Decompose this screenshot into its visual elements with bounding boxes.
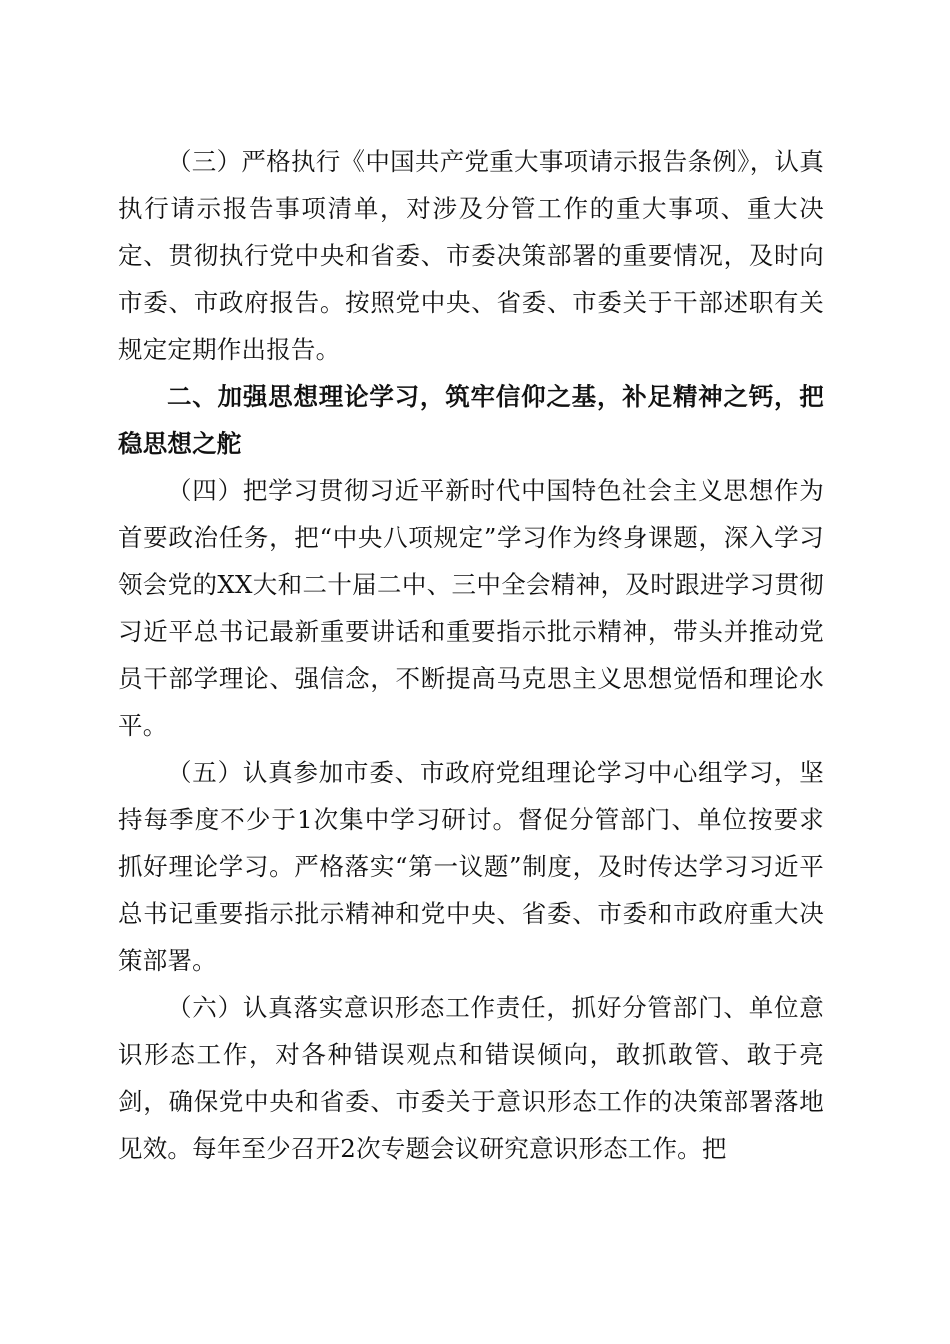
paragraph-4: （四）把学习贯彻习近平新时代中国特色社会主义思想作为首要政治任务，把“中央八项规定”学习作为终身课题，深入学习领会党的XX大和二十届二中、三中全会精神，及时跟进学习贯彻习近平总书记最新重要讲话和重要指示批示精神，带头并推动党员干部学理论、强信念，不断提高马克思主义思想觉悟和理论水平。	[118, 476, 824, 740]
section-heading-2: 二、加强思想理论学习，筑牢信仰之基，补足精神之钙，把稳思想之舵	[118, 382, 824, 458]
document-body	[118, 138, 824, 1172]
paragraph-5: （五）认真参加市委、市政府党组理论学习中心组学习，坚持每季度不少于1次集中学习研讨。督促分管部门、单位按要求抓好理论学习。严格落实“第一议题”制度，及时传达学习习近平总书记重要指示批示精神和党中央、省委、市委和市政府重大决策部署。	[118, 758, 824, 975]
paragraph-3: （三）严格执行《中国共产党重大事项请示报告条例》，认真执行请示报告事项清单，对涉及分管工作的重大事项、重大决定、贯彻执行党中央和省委、市委决策部署的重要情况，及时向市委、市政府报告。按照党中央、省委、市委关于干部述职有关规定定期作出报告。	[118, 147, 824, 364]
paragraph-6: （六）认真落实意识形态工作责任，抓好分管部门、单位意识形态工作，对各种错误观点和错误倾向，敢抓敢管、敢于亮剑，确保党中央和省委、市委关于意识形态工作的决策部署落地见效。每年至少召开2次专题会议研究意识形态工作。把	[118, 993, 824, 1163]
